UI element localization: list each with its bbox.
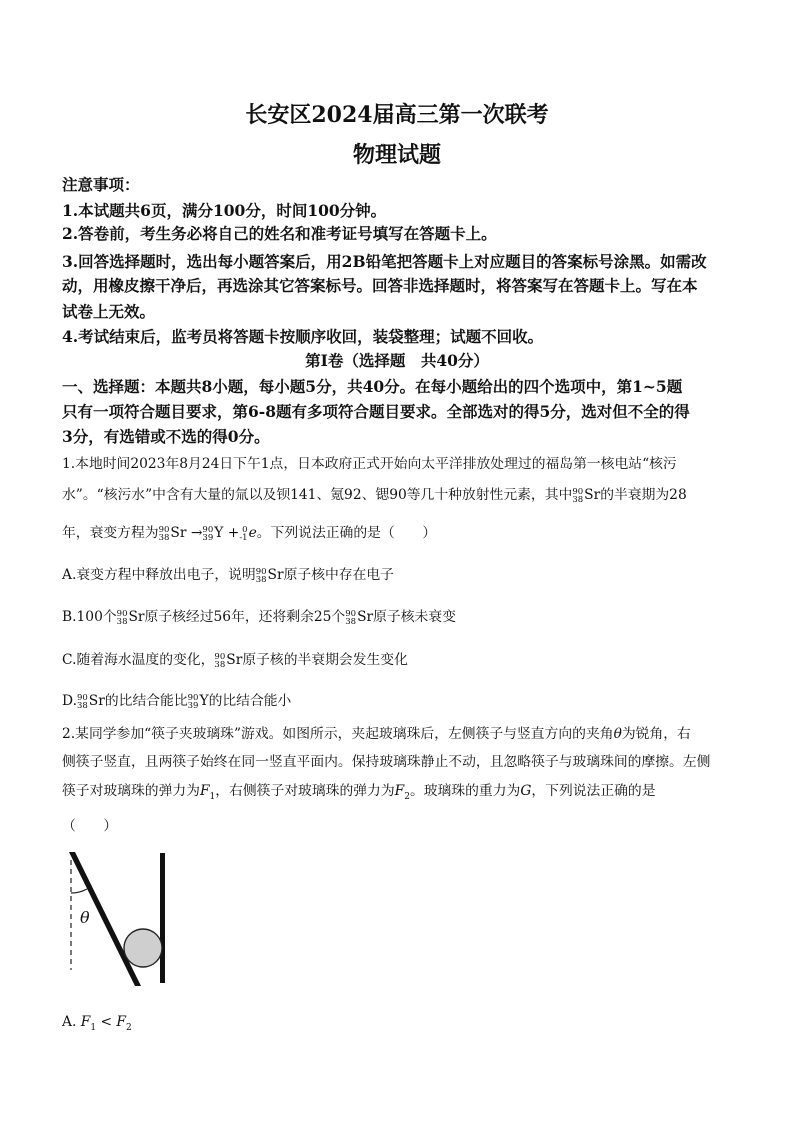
theta-label: θ (80, 908, 90, 927)
exam-title: 长安区2024届高三第一次联考 (245, 102, 549, 128)
y-mass: 90 (202, 524, 214, 535)
notice-item-3b: 动，用橡皮擦干净后，再选涂其它答案标号。回答非选择题时，将答案写在答题卡上。写在本 (62, 276, 698, 295)
q1-line-2a: 水”。“核污水”中含有大量的氚以及钡141、氪92、锶90等几十种放射性元素，其中 (62, 487, 573, 503)
e-z: -1 (239, 532, 248, 543)
sr-mass: 90 (116, 608, 128, 619)
sr-z: 38 (116, 616, 128, 627)
sr-symbol: Sr (267, 567, 284, 583)
y-z: 39 (202, 532, 214, 543)
q2-option-a (62, 1014, 132, 1033)
sr-mass: 90 (214, 651, 226, 662)
y-symbol: Y (214, 525, 224, 541)
section-intro-1: 一、选择题：本题共8小题，每小题5分，共40分。在每小题给出的四个选项中，第1~5题 (62, 377, 683, 396)
angle-arc (71, 889, 87, 893)
q2-option-a-f2-sub: 2 (125, 1022, 132, 1033)
q2-f1-sub: 1 (209, 791, 216, 802)
q2-line-1a: 2.某同学参加“筷子夹玻璃珠”游戏。如图所示，夹起玻璃珠后，左侧筷子与竖直方向的夹角 (62, 726, 614, 742)
q2-theta: θ (613, 726, 622, 742)
q1-option-c-text-2: 原子核的半衰期会发生变化 (242, 652, 408, 668)
notice-item-4: 4.考试结束后，监考员将答题卡按顺序收回，装袋整理；试题不回收。 (62, 327, 544, 346)
right-chopstick (160, 853, 165, 983)
sr-symbol: Sr (357, 609, 374, 625)
q1-option-c-text-1: C.随着海水温度的变化， (62, 652, 215, 668)
q2-option-a-f2: F (116, 1014, 126, 1030)
sr-symbol: Sr (128, 609, 145, 625)
e-mass: 0 (242, 524, 248, 535)
sr-mass: 90 (255, 566, 267, 577)
notice-item-1: 1.本试题共6页，满分100分，时间100分钟。 (62, 201, 387, 220)
glass-bead (124, 929, 162, 967)
q2-option-a-prefix: A. (62, 1014, 81, 1030)
section-intro-2: 只有一项符合题目要求，第6-8题有多项符合题目要求。全部选对的得5分，选对但不全的得 (62, 402, 690, 421)
sr-mass: 90 (572, 486, 584, 497)
sr-symbol: Sr (584, 487, 601, 503)
q1-option-a-text-2: 原子核中存在电子 (283, 567, 394, 583)
q1-option-b-text-3: 原子核未衰变 (373, 609, 456, 625)
q1-line-2b: 的半衰期为28 (600, 487, 687, 503)
sr-z: 38 (76, 700, 88, 711)
decay-arrow: → (190, 525, 203, 541)
notice-item-3a: 3.回答选择题时，选出每小题答案后，用2B铅笔把答题卡上对应题目的答案标号涂黑。如需改 (62, 252, 707, 271)
q2-answer-paren: （ ） (62, 818, 118, 834)
q2-option-a-f1-sub: 1 (90, 1022, 97, 1033)
notice-heading: 注意事项： (62, 175, 140, 194)
sr-z: 38 (158, 532, 170, 543)
sr-symbol: Sr (226, 652, 243, 668)
y-symbol: Y (199, 693, 209, 709)
y-mass: 90 (187, 692, 199, 703)
q2-f1: F (199, 783, 210, 799)
q2-line-3c: 。玻璃珠的重力为 (409, 783, 521, 799)
q1-option-a-text-1: A.衰变方程中释放出电子，说明 (62, 567, 256, 583)
sr-z: 38 (214, 659, 226, 670)
q2-line-3d: ，下列说法正确的是 (531, 783, 656, 799)
section-intro-3: 3分，有选错或不选的得0分。 (62, 427, 270, 446)
decay-plus: + (227, 525, 240, 541)
notice-item-2: 2.答卷前，考生务必将自己的姓名和准考证号填写在答题卡上。 (62, 224, 497, 243)
q1-line-1: 1.本地时间2023年8月24日下午1点，日本政府正式开始向太平洋排放处理过的福岛第一核电站“核污 (62, 456, 677, 472)
sr-mass: 90 (158, 524, 170, 535)
q2-option-a-lt: < (96, 1014, 117, 1030)
q1-option-b-text-2: 原子核经过56年，还将剩余25个 (144, 609, 346, 625)
q2-g: G (520, 783, 532, 799)
q1-option-d-text-3: 的比结合能小 (208, 693, 292, 709)
q1-option-b-text-1: B.100个 (62, 609, 117, 625)
q1-option-d-text-2: 的比结合能比 (104, 693, 188, 709)
q2-option-a-f1: F (80, 1014, 91, 1030)
sr-symbol: Sr (170, 525, 187, 541)
q2-line-1b: 为锐角，右 (621, 726, 691, 742)
exam-subtitle: 物理试题 (352, 142, 441, 168)
q2-line-3a: 筷子对玻璃珠的弹力为 (62, 783, 200, 799)
sr-z: 38 (255, 574, 267, 585)
sr-mass: 90 (345, 608, 357, 619)
sr-symbol: Sr (88, 693, 105, 709)
q1-line-3b: 。下列说法正确的是（ ） (256, 525, 437, 541)
notice-item-3c: 试卷上无效。 (62, 302, 156, 321)
sr-z: 38 (572, 494, 584, 505)
part1-heading: 第Ⅰ卷（选择题 共40分） (305, 351, 489, 370)
sr-mass: 90 (76, 692, 88, 703)
y-z: 39 (187, 700, 199, 711)
q2-line-3b: ，右侧筷子对玻璃珠的弹力为 (215, 783, 395, 799)
sr-z: 38 (345, 616, 357, 627)
e-symbol: e (248, 525, 257, 541)
q2-f2-sub: 2 (404, 791, 410, 802)
q1-line-3a: 年，衰变方程为 (62, 525, 159, 541)
q2-f2: F (394, 783, 405, 799)
q1-option-d-text-1: D. (62, 693, 77, 709)
q2-line-2: 侧筷子竖直，且两筷子始终在同一竖直平面内。保持玻璃珠静止不动，且忽略筷子与玻璃珠间的摩擦。左侧 (62, 754, 711, 770)
